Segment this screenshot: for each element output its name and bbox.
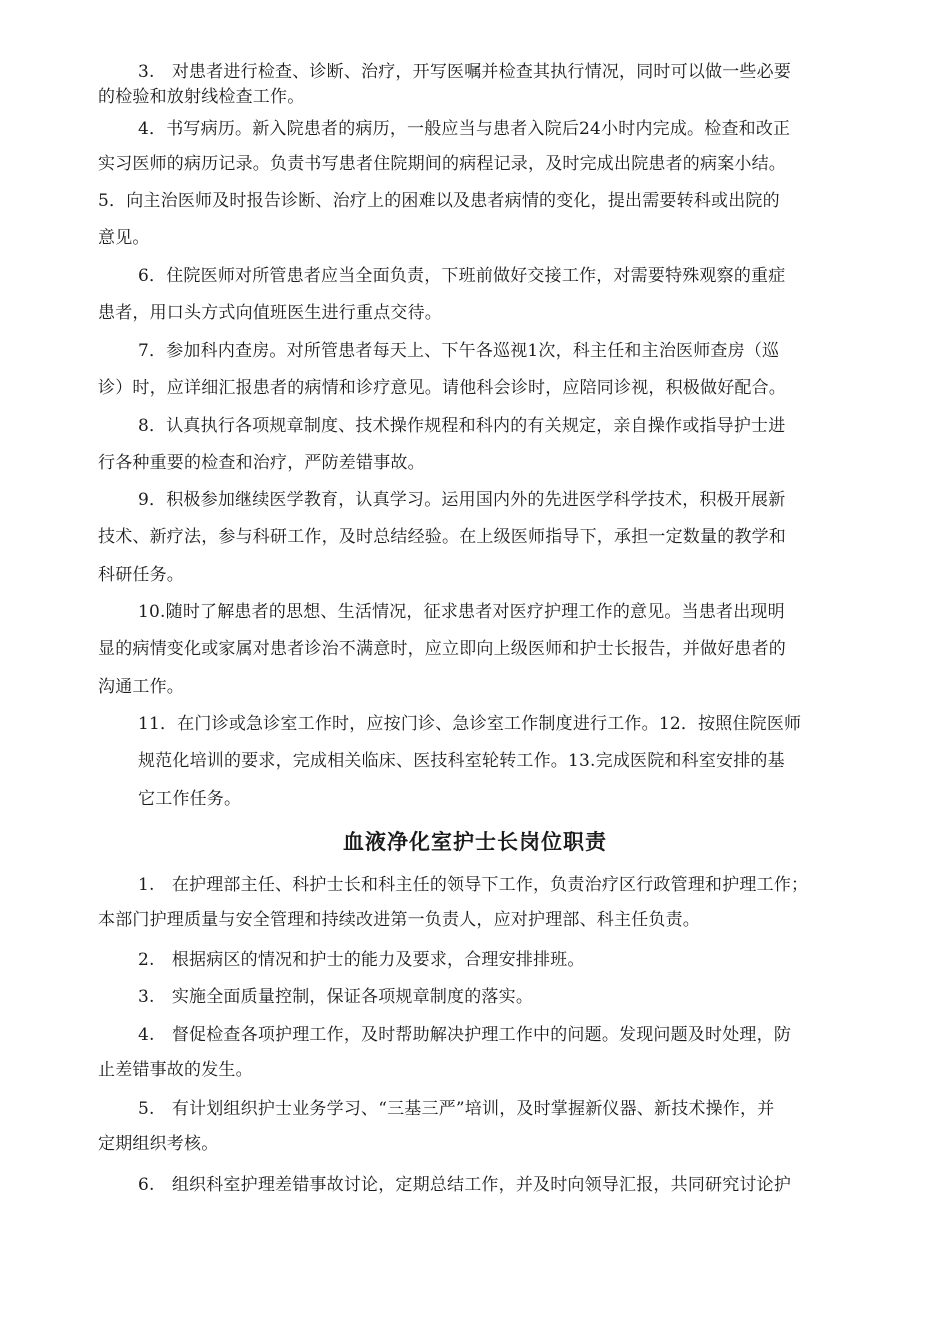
text-line: 沟通工作。 — [98, 677, 184, 697]
text-line: 的检验和放射线检查工作。 — [98, 87, 305, 107]
text-line: 7．参加科内查房。对所管患者每天上、下午各巡视1次，科主任和主治医师查房（巡 — [138, 341, 780, 361]
text-line: 9．积极参加继续医学教育，认真学习。运用国内外的先进医学科学技术，积极开展新 — [138, 490, 786, 510]
text-line: 科研任务。 — [98, 565, 184, 585]
text-line: 3. 对患者进行检查、诊断、治疗，开写医嘱并检查其执行情况，同时可以做一些必要 — [138, 62, 792, 82]
text-line: 11．在门诊或急诊室工作时，应按门诊、急诊室工作制度进行工作。12．按照住院医师 — [138, 714, 802, 734]
text-line: 3. 实施全面质量控制，保证各项规章制度的落实。 — [138, 987, 534, 1007]
text-line: 实习医师的病历记录。负责书写患者住院期间的病程记录，及时完成出院患者的病案小结。 — [98, 154, 786, 174]
text-line: 规范化培训的要求，完成相关临床、医技科室轮转工作。13.完成医院和科室安排的基 — [138, 751, 785, 771]
text-line: 患者，用口头方式向值班医生进行重点交待。 — [98, 303, 442, 323]
text-line: 定期组织考核。 — [98, 1134, 219, 1154]
text-line: 8．认真执行各项规章制度、技术操作规程和科内的有关规定，亲自操作或指导护士进 — [138, 416, 786, 436]
text-line: 6. 组织科室护理差错事故讨论，定期总结工作，并及时向领导汇报，共同研究讨论护 — [138, 1175, 792, 1195]
text-line: 5. 有计划组织护士业务学习、“三基三严”培训，及时掌握新仪器、新技术操作，并 — [138, 1099, 775, 1119]
text-line: 诊）时，应详细汇报患者的病情和诊疗意见。请他科会诊时，应陪同诊视，积极做好配合。 — [98, 378, 786, 398]
text-line: 技术、新疗法，参与科研工作，及时总结经验。在上级医师指导下，承担一定数量的教学和 — [98, 527, 786, 547]
text-line: 它工作任务。 — [138, 789, 242, 809]
text-line: 意见。 — [98, 228, 150, 248]
text-line: 1. 在护理部主任、科护士长和科主任的领导下工作，负责治疗区行政管理和护理工作； — [138, 875, 809, 895]
text-line: 行各种重要的检查和治疗，严防差错事故。 — [98, 453, 425, 473]
text-line: 2. 根据病区的情况和护士的能力及要求，合理安排排班。 — [138, 950, 585, 970]
text-line: 止差错事故的发生。 — [98, 1060, 253, 1080]
text-line: 显的病情变化或家属对患者诊治不满意时，应立即向上级医师和护士长报告，并做好患者的 — [98, 639, 786, 659]
text-line: 10.随时了解患者的思想、生活情况，征求患者对医疗护理工作的意见。当患者出现明 — [138, 602, 785, 622]
text-line: 4. 督促检查各项护理工作，及时帮助解决护理工作中的问题。发现问题及时处理，防 — [138, 1025, 792, 1045]
section-title: 血液净化室护士长岗位职责 — [343, 829, 607, 854]
text-line: 本部门护理质量与安全管理和持续改进第一负责人，应对护理部、科主任负责。 — [98, 910, 700, 930]
text-line: 6．住院医师对所管患者应当全面负责，下班前做好交接工作，对需要特殊观察的重症 — [138, 266, 786, 286]
text-line: 4．书写病历。新入院患者的病历，一般应当与患者入院后24小时内完成。检查和改正 — [138, 119, 791, 139]
text-line: 5．向主治医师及时报告诊断、治疗上的困难以及患者病情的变化，提出需要转科或出院的 — [98, 191, 780, 211]
